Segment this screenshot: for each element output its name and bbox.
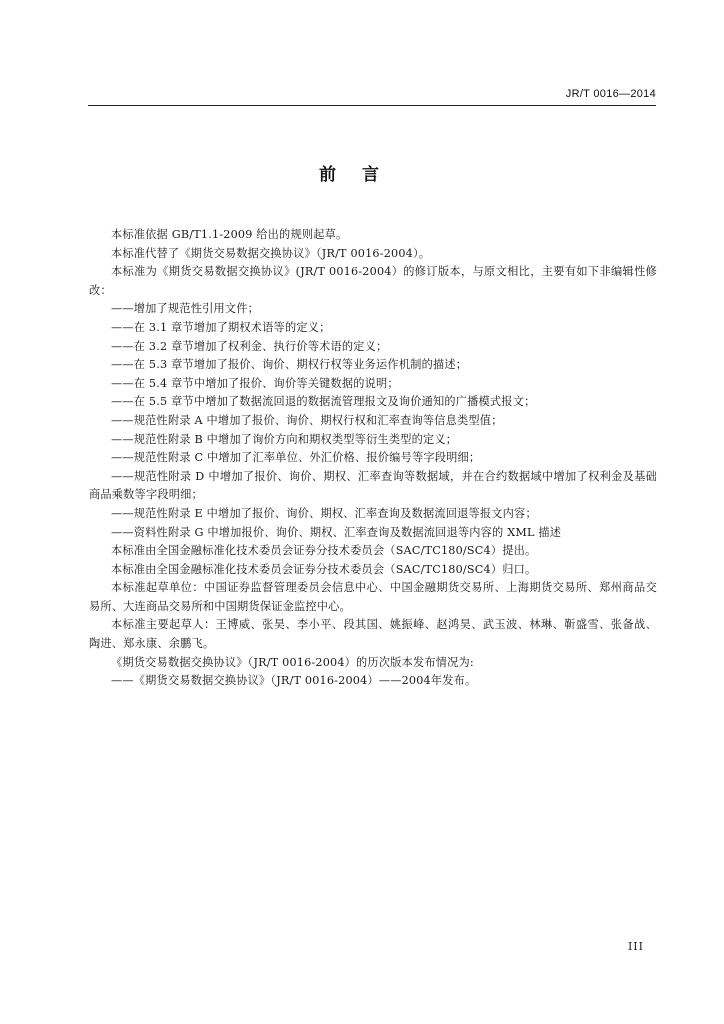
- list-item: ——规范性附录 E 中增加了报价、询价、期权、汇率查询及数据流回退等报文内容；: [111, 506, 537, 520]
- paragraph-revision: 本标准为《期货交易数据交换协议》(JR/T 0016-2004）的修订版本，与原文相比，主要有如下非编辑性修改：: [89, 265, 657, 297]
- list-item: ——在 5.3 章节增加了报价、询价、期权行权等业务运作机制的描述；: [111, 358, 468, 372]
- list-item: ——资料性附录 G 中增加报价、询价、期权、汇率查询及数据流回退等内容的 XML 描述: [111, 525, 562, 539]
- paragraph-replaces: 本标准代替了《期货交易数据交换协议》（JR/T 0016-2004）。: [111, 246, 431, 260]
- list-item: ——《期货交易数据交换协议》（JR/T 0016-2004）——2004年发布。: [111, 674, 477, 688]
- page-title: 前言: [319, 165, 405, 185]
- list-item: ——在 5.4 章节中增加了报价、询价等关键数据的说明；: [111, 376, 399, 390]
- list-item: ——在 3.1 章节增加了期权术语等的定义；: [111, 320, 331, 334]
- list-item: ——规范性附录 D 中增加了报价、询价、期权、汇率查询等数据域，并在合约数据域中增加了权利金及基础商品乘数等字段明细；: [89, 469, 657, 502]
- paragraph-history: 《期货交易数据交换协议》（JR/T 0016-2004）的历次版本发布情况为:: [111, 655, 474, 669]
- list-item: ——规范性附录 B 中增加了询价方向和期权类型等衍生类型的定义；: [111, 432, 458, 446]
- list-item: ——规范性附录 C 中增加了汇率单位、外汇价格、报价编号等字段明细；: [111, 451, 481, 465]
- list-item: ——规范性附录 A 中增加了报价、询价、期权行权和汇率查询等信息类型值；: [111, 413, 503, 427]
- foreword-body: [89, 226, 657, 691]
- list-item: ——增加了规范性引用文件；: [111, 302, 260, 316]
- paragraph-basis: 本标准依据 GB/T1.1-2009 给出的规则起草。: [111, 228, 348, 241]
- list-item: ——在 5.5 章节中增加了数据流回退的数据流管理报文及询价通知的广播模式报文；: [111, 395, 536, 409]
- header-divider: [88, 105, 656, 106]
- paragraph-drafters: 本标准主要起草人：王博威、张昊、李小平、段其国、姚振峰、赵鸿昊、武玉波、林琳、靳盛雪、张备战、陶进、郑永康、余鹏飞。: [89, 618, 657, 651]
- paragraph-administered-by: 本标准由全国金融标准化技术委员会证券分技术委员会（SAC/TC180/SC4）归口。: [111, 562, 537, 576]
- standard-code: JR/T 0016—2014: [565, 88, 656, 100]
- paragraph-proposed-by: 本标准由全国金融标准化技术委员会证券分技术委员会（SAC/TC180/SC4）提出。: [111, 544, 537, 558]
- list-item: ——在 3.2 章节增加了权利金、执行价等术语的定义；: [111, 339, 388, 353]
- page-number: III: [627, 940, 644, 953]
- paragraph-drafting-units: 本标准起草单位：中国证券监督管理委员会信息中心、中国金融期货交易所、上海期货交易所、郑州商品交易所、大连商品交易所和中国期货保证金监控中心。: [89, 581, 657, 613]
